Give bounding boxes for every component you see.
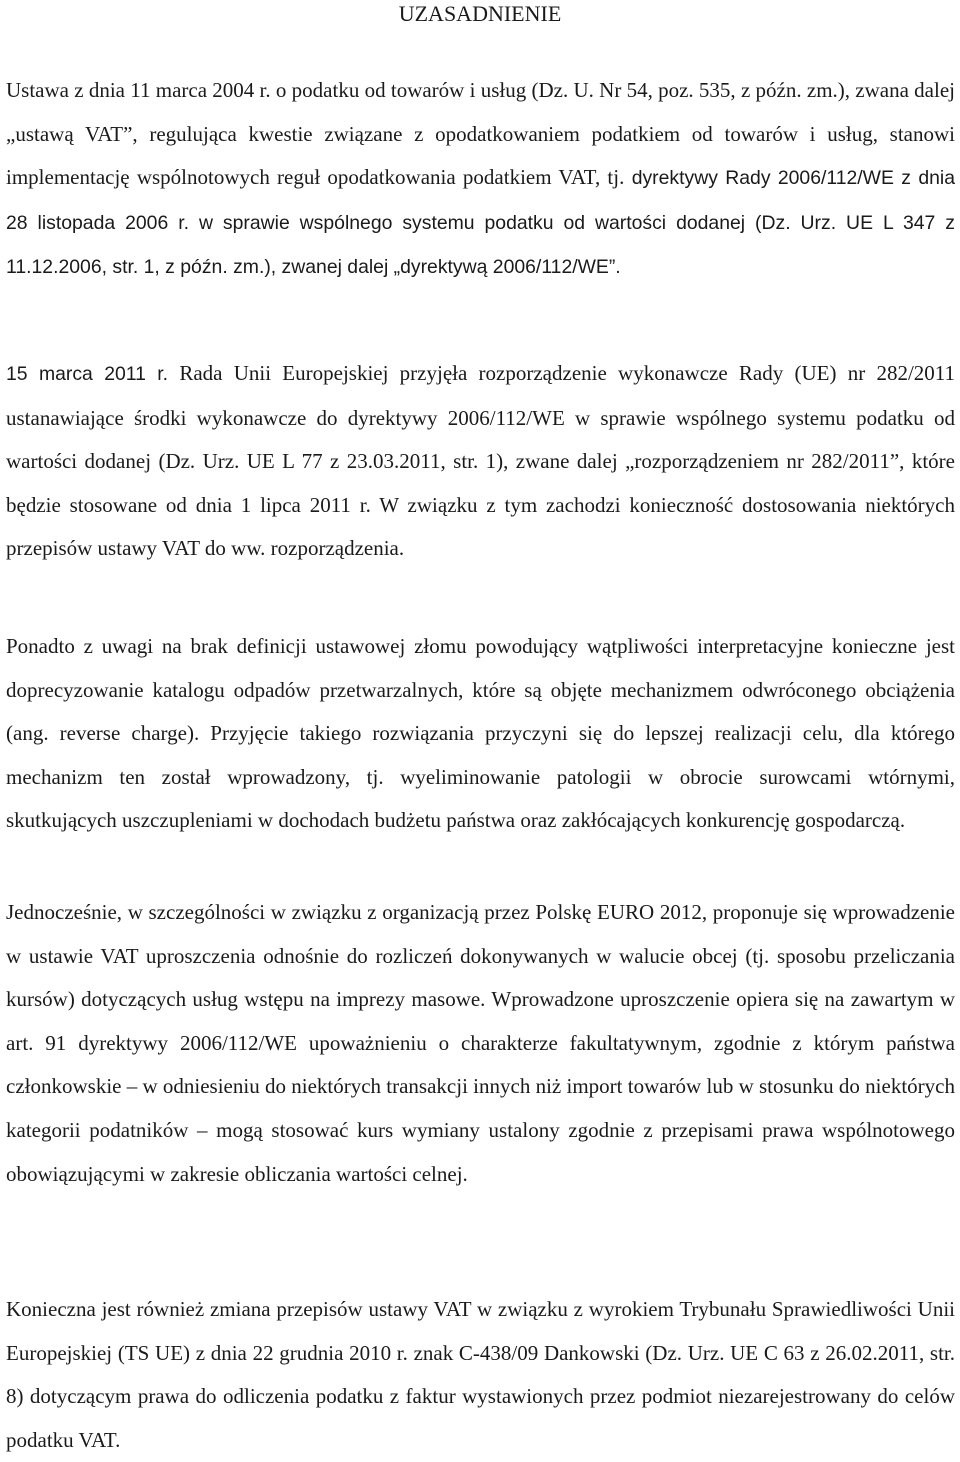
paragraph-scrap-reverse-charge xyxy=(6,625,955,843)
paragraph-2-sans-text: 15 marca 2011 r. xyxy=(6,363,169,385)
paragraph-euro-2012 xyxy=(6,891,955,1196)
paragraph-1-serif-text: Ustawa z dnia 11 marca 2004 r. o podatku od towarów i usług (Dz. U. Nr 54, poz. 535, z późn. zm.), zwana dalej „ustawą VAT”, regulująca kwestie związane z opodatkowaniem podatkiem od towarów i usług, stanowi implementację wspólnotowych reguł opodatkowania podatkiem VAT, tj. xyxy=(6,78,955,190)
paragraph-2-serif-text: Rada Unii Europejskiej przyjęła rozporządzenie wykonawcze Rady (UE) nr 282/2011 ustanawiające środki wykonawcze do dyrektywy 2006/112/WE w sprawie wspólnego systemu podatku od wartości dodanej (Dz. Urz. UE L 77 z 23.03.2011, str. 1), zwane dalej „rozporządzeniem nr 282/2011”, które będzie stosowane od dnia 1 lipca 2011 r. W związku z tym zachodzi konieczność dostosowania niektórych przepisów ustawy VAT do ww. rozporządzenia. xyxy=(6,361,956,561)
paragraph-4-text: Jednocześnie, w szczególności w związku z organizacją przez Polskę EURO 2012, proponuje się wprowadzenie w ustawie VAT uproszczenia odnośnie do rozliczeń dokonywanych w walucie obcej (tj. sposobu przeliczania kursów) dotyczących usług wstępu na imprezy masowe. Wprowadzone uproszczenie opiera się na zawartym w art. 91 dyrektywy 2006/112/WE upoważnieniu o charakterze fakultatywnym, zgodnie z którym państwa członkowskie – w odniesieniu do niektórych transakcji innych niż import towarów lub w stosunku do niektórych kategorii podatników – mogą stosować kurs wymiany ustalony zgodnie z przepisami prawa wspólnotowego obowiązującymi w zakresie obliczania wartości celnej. xyxy=(6,900,955,1186)
paragraph-legal-basis xyxy=(6,69,955,290)
paragraph-cjeu-judgment xyxy=(6,1288,955,1462)
paragraph-1-sans-text: dyrektywy Rady 2006/112/WE z dnia 28 listopada 2006 r. w sprawie wspólnego systemu podatku od wartości dodanej (Dz. Urz. UE L 347 z 11.12.2006, str. 1, z późn. zm.), zwanej dalej „dyrektywą 2006/112/WE”. xyxy=(6,167,955,279)
paragraph-3-text: Ponadto z uwagi na brak definicji ustawowej złomu powodujący wątpliwości interpretacyjne konieczne jest doprecyzowanie katalogu odpadów przetwarzalnych, które są objęte mechanizmem odwróconego obciążenia (ang. reverse charge). Przyjęcie takiego rozwiązania przyczyni się do lepszej realizacji celu, dla którego mechanizm ten został wprowadzony, tj. wyeliminowanie patologii w obrocie surowcami wtórnymi, skutkujących uszczupleniami w dochodach budżetu państwa oraz zakłócających konkurencję gospodarczą. xyxy=(6,634,955,833)
paragraph-regulation-282 xyxy=(6,352,955,571)
paragraph-5-text: Konieczna jest również zmiana przepisów ustawy VAT w związku z wyrokiem Trybunału Sprawiedliwości Unii Europejskiej (TS UE) z dnia 22 grudnia 2010 r. znak C-438/09 Dankowski (Dz. Urz. UE C 63 z 26.02.2011, str. 8) dotyczącym prawa do odliczenia podatku z faktur wystawionych przez podmiot niezarejestrowany do celów podatku VAT. xyxy=(6,1297,955,1452)
document-title: UZASADNIENIE xyxy=(398,1,562,26)
